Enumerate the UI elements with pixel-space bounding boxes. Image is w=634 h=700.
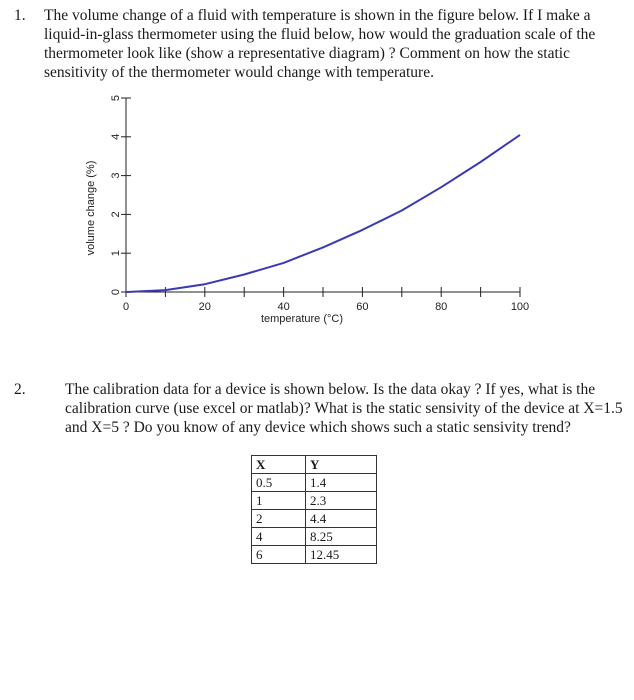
table-row [252, 474, 377, 492]
series-line [126, 135, 520, 292]
table-header-row [252, 456, 377, 474]
table-header-x: X [252, 456, 306, 474]
x-tick-label: 20 [198, 301, 211, 313]
y-tick-label: 0 [109, 288, 122, 296]
chart-lines [126, 135, 520, 292]
y-tick-label: 5 [109, 94, 122, 102]
volume-change-chart [70, 86, 550, 346]
table-header-y: Y [306, 456, 377, 474]
table-row [252, 492, 377, 510]
x-tick-label: 60 [356, 301, 369, 313]
calibration-table [251, 455, 377, 564]
x-tick-label: 100 [510, 301, 530, 313]
table-cell-y: 2.3 [306, 492, 377, 510]
y-tick-label: 4 [109, 133, 122, 140]
question-1-number: 1. [14, 7, 26, 24]
table-cell-x: 1 [252, 492, 306, 510]
chart-axes [126, 98, 520, 292]
x-tick-label: 40 [277, 301, 290, 313]
table-cell-x: 0.5 [252, 474, 306, 492]
table-row [252, 528, 377, 546]
table-cell-x: 6 [252, 546, 306, 564]
x-tick-label: 80 [435, 301, 448, 313]
question-1-text: The volume change of a fluid with temperature is shown in the figure below. If I make a liquid-in-glass thermometer using the fluid below, how would the graduation scale of the thermometer look like (show a representative diagram) ? Comment on how the static sensitivity of the thermometer would change with temperature. [44, 7, 596, 81]
y-tick-label: 2 [109, 211, 122, 218]
table-cell-x: 2 [252, 510, 306, 528]
question-2-number: 2. [14, 381, 26, 398]
x-axis-label: temperature (°C) [260, 313, 344, 325]
table-cell-y: 8.25 [306, 528, 377, 546]
y-tick-label: 1 [109, 250, 122, 257]
chart-ticks [110, 95, 529, 313]
x-tick-label: 0 [122, 301, 130, 313]
table-cell-y: 12.45 [306, 546, 377, 564]
table-cell-y: 4.4 [306, 510, 377, 528]
y-tick-label: 3 [109, 172, 122, 179]
table-row [252, 510, 377, 528]
y-axis-label: volume change (%) [85, 160, 97, 256]
question-2-text: The calibration data for a device is shown below. Is the data okay ? If yes, what is the calibration curve (use excel or matlab)? What is the static sensivity of the device at X=1.5 and X=5 ? Do you know of any device which shows such a static sensivity trend? [65, 381, 623, 436]
table-cell-y: 1.4 [306, 474, 377, 492]
table-cell-x: 4 [252, 528, 306, 546]
table-row [252, 546, 377, 564]
